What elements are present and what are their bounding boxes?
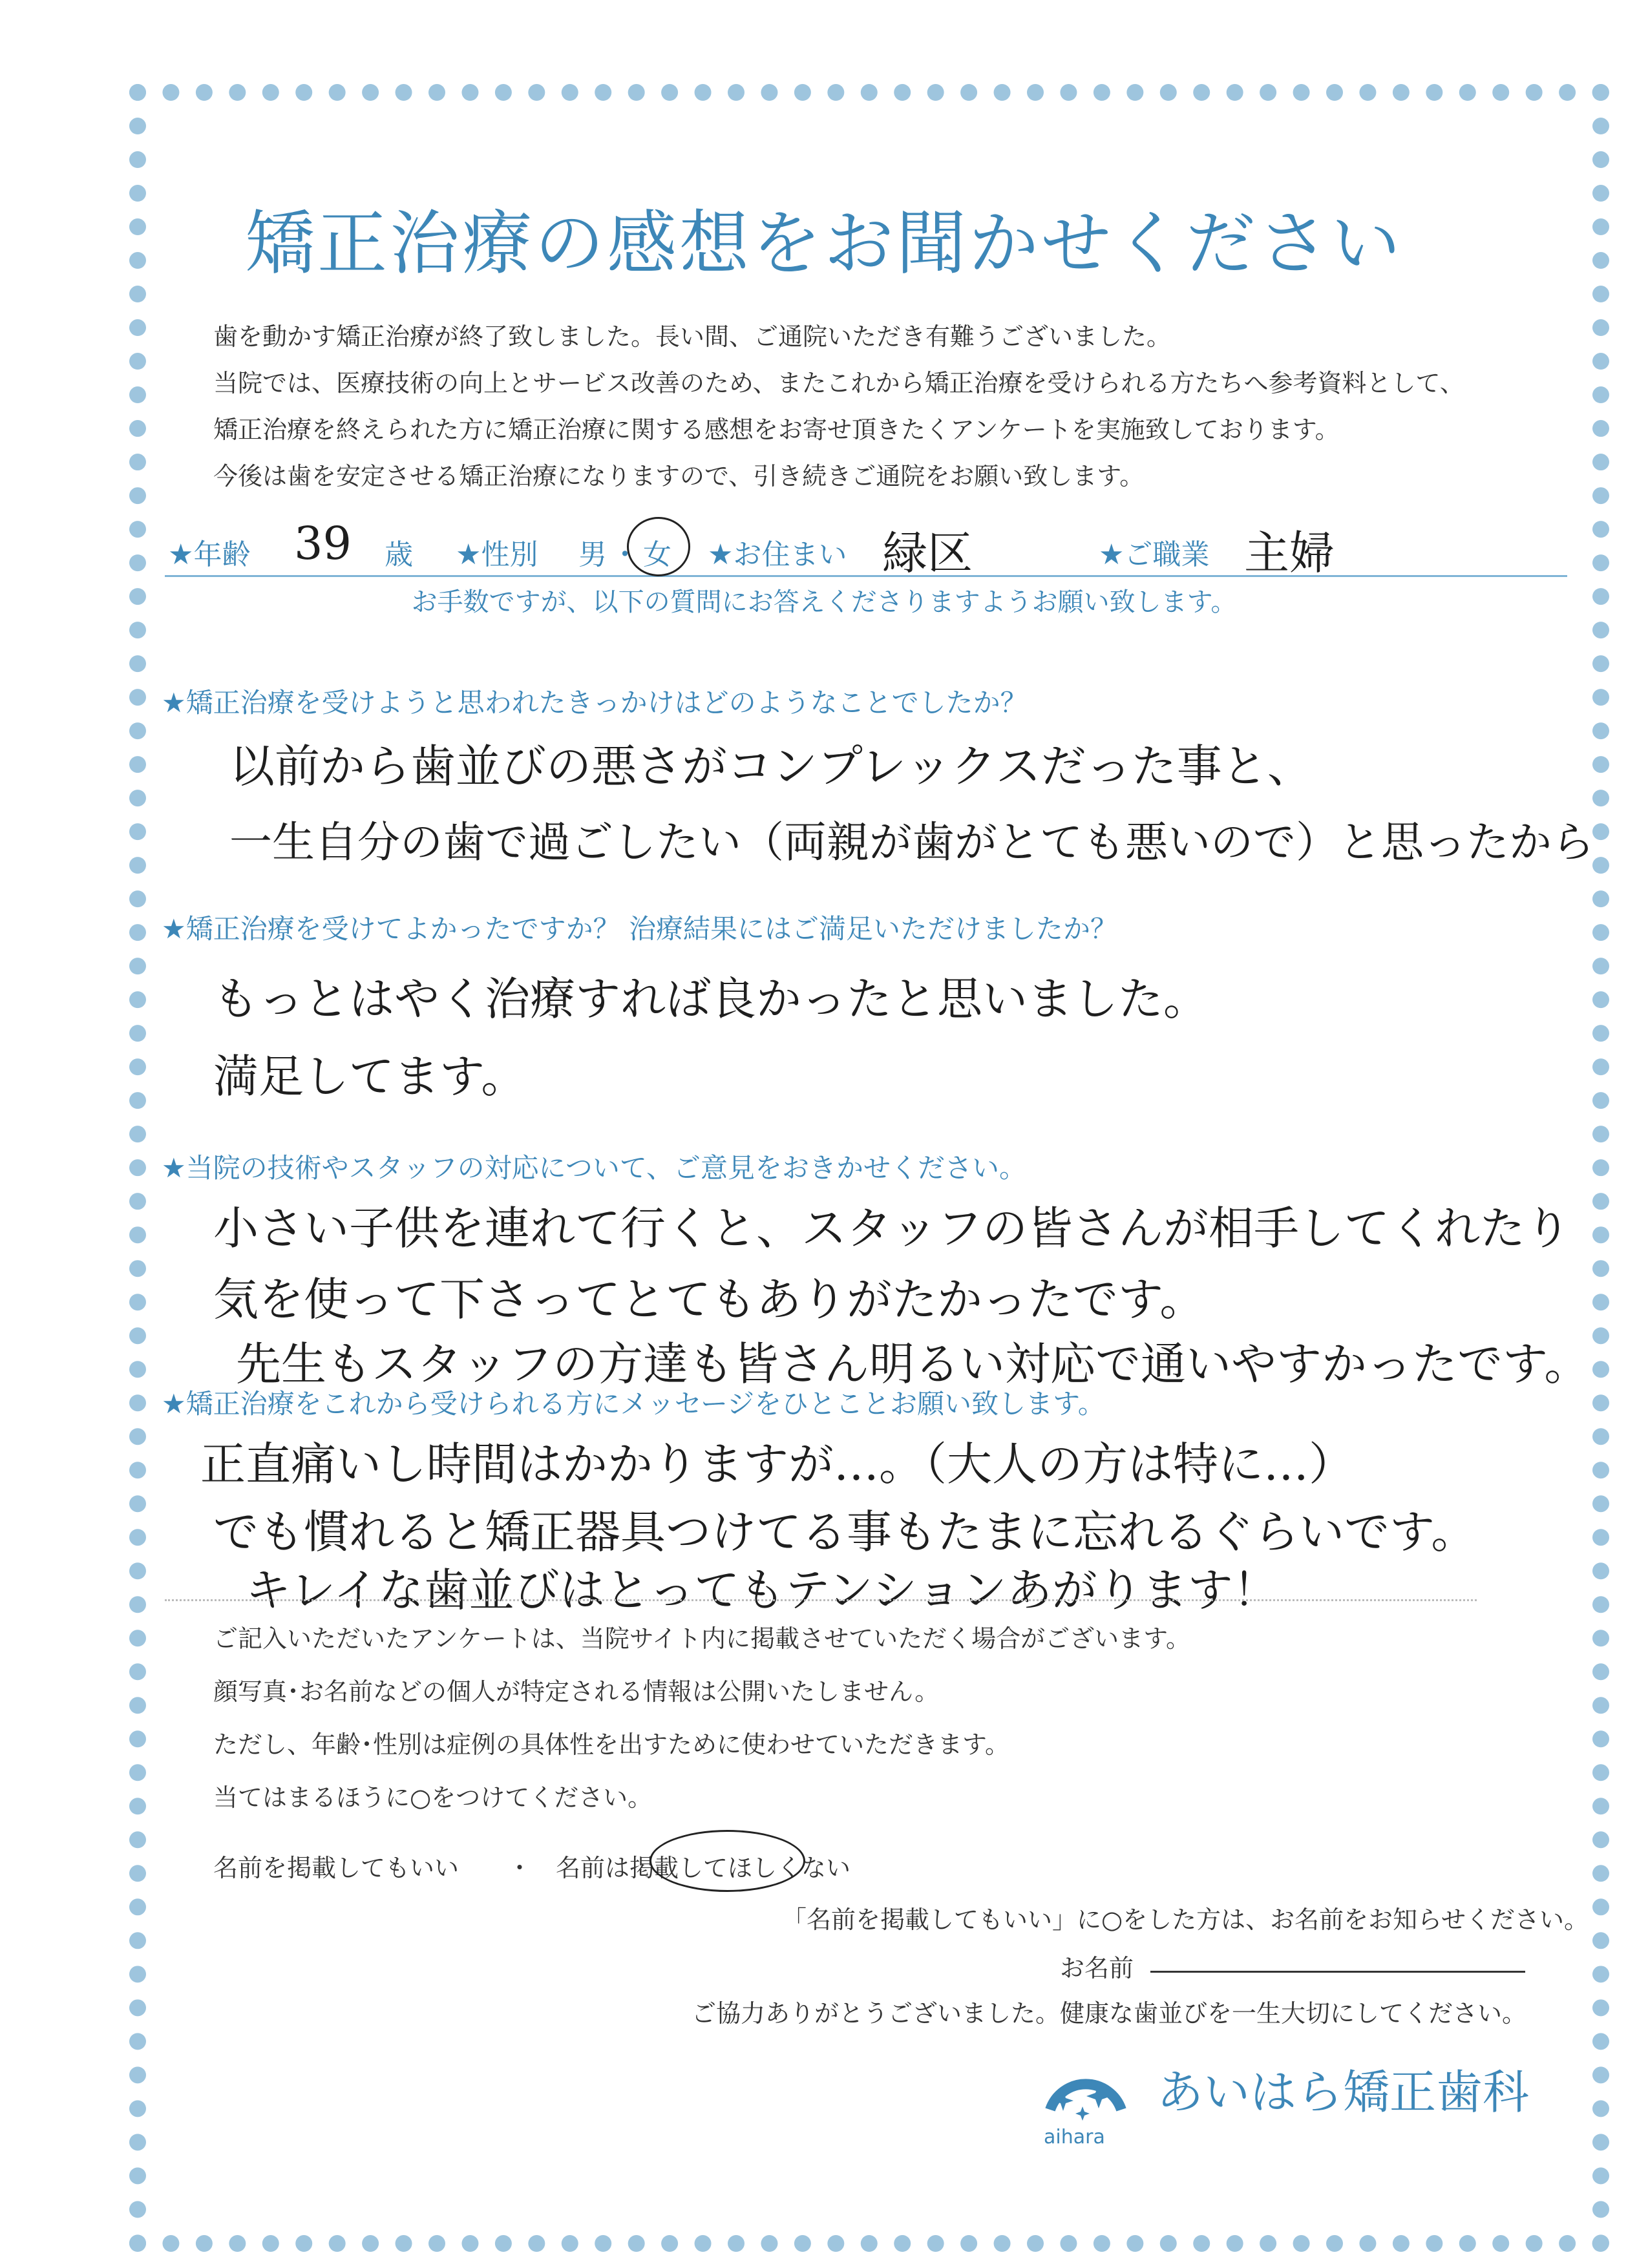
request-text: お手数ですが、以下の質問にお答えくださりますようお願い致します。 <box>411 587 1237 617</box>
intro-text <box>213 313 1506 499</box>
clinic-logo-icon <box>1037 2039 1134 2136</box>
divider <box>165 1599 1477 1601</box>
age-value: 39 <box>294 517 352 570</box>
option-no-publish-name: 名前は掲載してほしくない <box>556 1854 851 1882</box>
answer-4-line: キレイな歯並びはとってもテンションあがります！ <box>246 1564 1278 1617</box>
answer-4-line: 正直痛いし時間はかかりますが…。（大人の方は特に…） <box>200 1438 1354 1491</box>
name-label: お名前 <box>1060 1954 1134 1982</box>
answer-3-line: 気を使って下さってとてもありがたかったです。 <box>213 1273 1205 1326</box>
answer-1-line: 以前から歯並びの悪さがコンプレックスだった事と、 <box>229 740 1313 793</box>
option-publish-name: 名前を掲載してもいい <box>213 1854 460 1882</box>
job-label: ★ご職業 <box>1099 538 1210 571</box>
gender-label: ★性別 <box>456 538 538 571</box>
gender-male: 男 <box>578 538 607 571</box>
residence-label: ★お住まい <box>708 538 847 571</box>
intro-line: 当院では、医療技術の向上とサービス改善のため、またこれから矯正治療を受けられる方たちへ参考資料として、 <box>213 369 1464 397</box>
answer-2-line: もっとはやく治療すれば良かったと思いました。 <box>213 972 1209 1025</box>
question-2: ★矯正治療を受けてよかったですか？ 治療結果にはご満足いただけましたか？ <box>162 913 1118 945</box>
question-1: ★矯正治療を受けようと思われたきっかけはどのようなことでしたか？ <box>162 687 1028 719</box>
name-request-text: 「名前を掲載してもいい」に○をした方は、お名前をお知らせください。 <box>782 1906 1589 1934</box>
residence-value: 緑区 <box>882 527 973 580</box>
intro-line: 矯正治療を終えられた方に矯正治療に関する感想をお寄せ頂きたくアンケートを実施致しております。 <box>213 415 1340 444</box>
answer-1-line: 一生自分の歯で過ごしたい（両親が歯がとても悪いので）と思ったから <box>229 817 1594 867</box>
intro-line: 今後は歯を安定させる矯正治療になりますので、引き続きご通院をお願い致します。 <box>213 462 1145 490</box>
note-line: 当てはまるほうに○をつけてください。 <box>213 1783 653 1812</box>
clinic-logo-subtext: aihara <box>1044 2126 1105 2148</box>
note-line: ご記入いただいたアンケートは、当院サイト内に掲載させていただく場合がございます。 <box>213 1624 1191 1653</box>
notes <box>213 1612 1190 1824</box>
note-line: 顔写真･お名前などの個人が特定される情報は公開いたしません。 <box>213 1677 940 1706</box>
age-unit: 歳 <box>385 538 413 571</box>
option-selection-circle <box>650 1830 805 1892</box>
intro-line: 歯を動かす矯正治療が終了致しました。長い間、ご通院いただき有難うございました。 <box>213 322 1172 351</box>
answer-3-line: 小さい子供を連れて行くと、スタッフの皆さんが相手してくれたり <box>213 1202 1570 1255</box>
note-line: ただし、年齢･性別は症例の具体性を出すために使わせていただきます。 <box>213 1730 1009 1759</box>
gender-separator: ・ <box>611 538 639 571</box>
thanks-text: ご協力ありがとうございました。健康な歯並びを一生大切にしてください。 <box>692 1999 1527 2028</box>
question-3: ★当院の技術やスタッフの対応について、ご意見をおきかせください。 <box>162 1152 1026 1184</box>
answer-4-line: でも慣れると矯正器具つけてる事もたまに忘れるぐらいです。 <box>213 1506 1477 1559</box>
job-value: 主婦 <box>1244 527 1335 580</box>
clinic-name: あいはら矯正歯科 <box>1157 2065 1530 2119</box>
page-title: 矯正治療の感想をお聞かせください <box>244 204 1403 284</box>
name-field <box>1150 1971 1525 1973</box>
gender-selection-circle <box>627 517 690 576</box>
option-separator: ・ <box>507 1854 533 1882</box>
question-4: ★矯正治療をこれから受けられる方にメッセージをひとことお願い致します。 <box>162 1388 1105 1420</box>
profile-row <box>165 517 1567 580</box>
age-label: ★年齢 <box>168 538 251 571</box>
answer-3-line: 先生もスタッフの方達も皆さん明るい対応で通いやすかったです。 <box>236 1338 1590 1391</box>
gender-female: 女 <box>643 538 671 571</box>
answer-2-line: 満足してます。 <box>213 1050 527 1103</box>
